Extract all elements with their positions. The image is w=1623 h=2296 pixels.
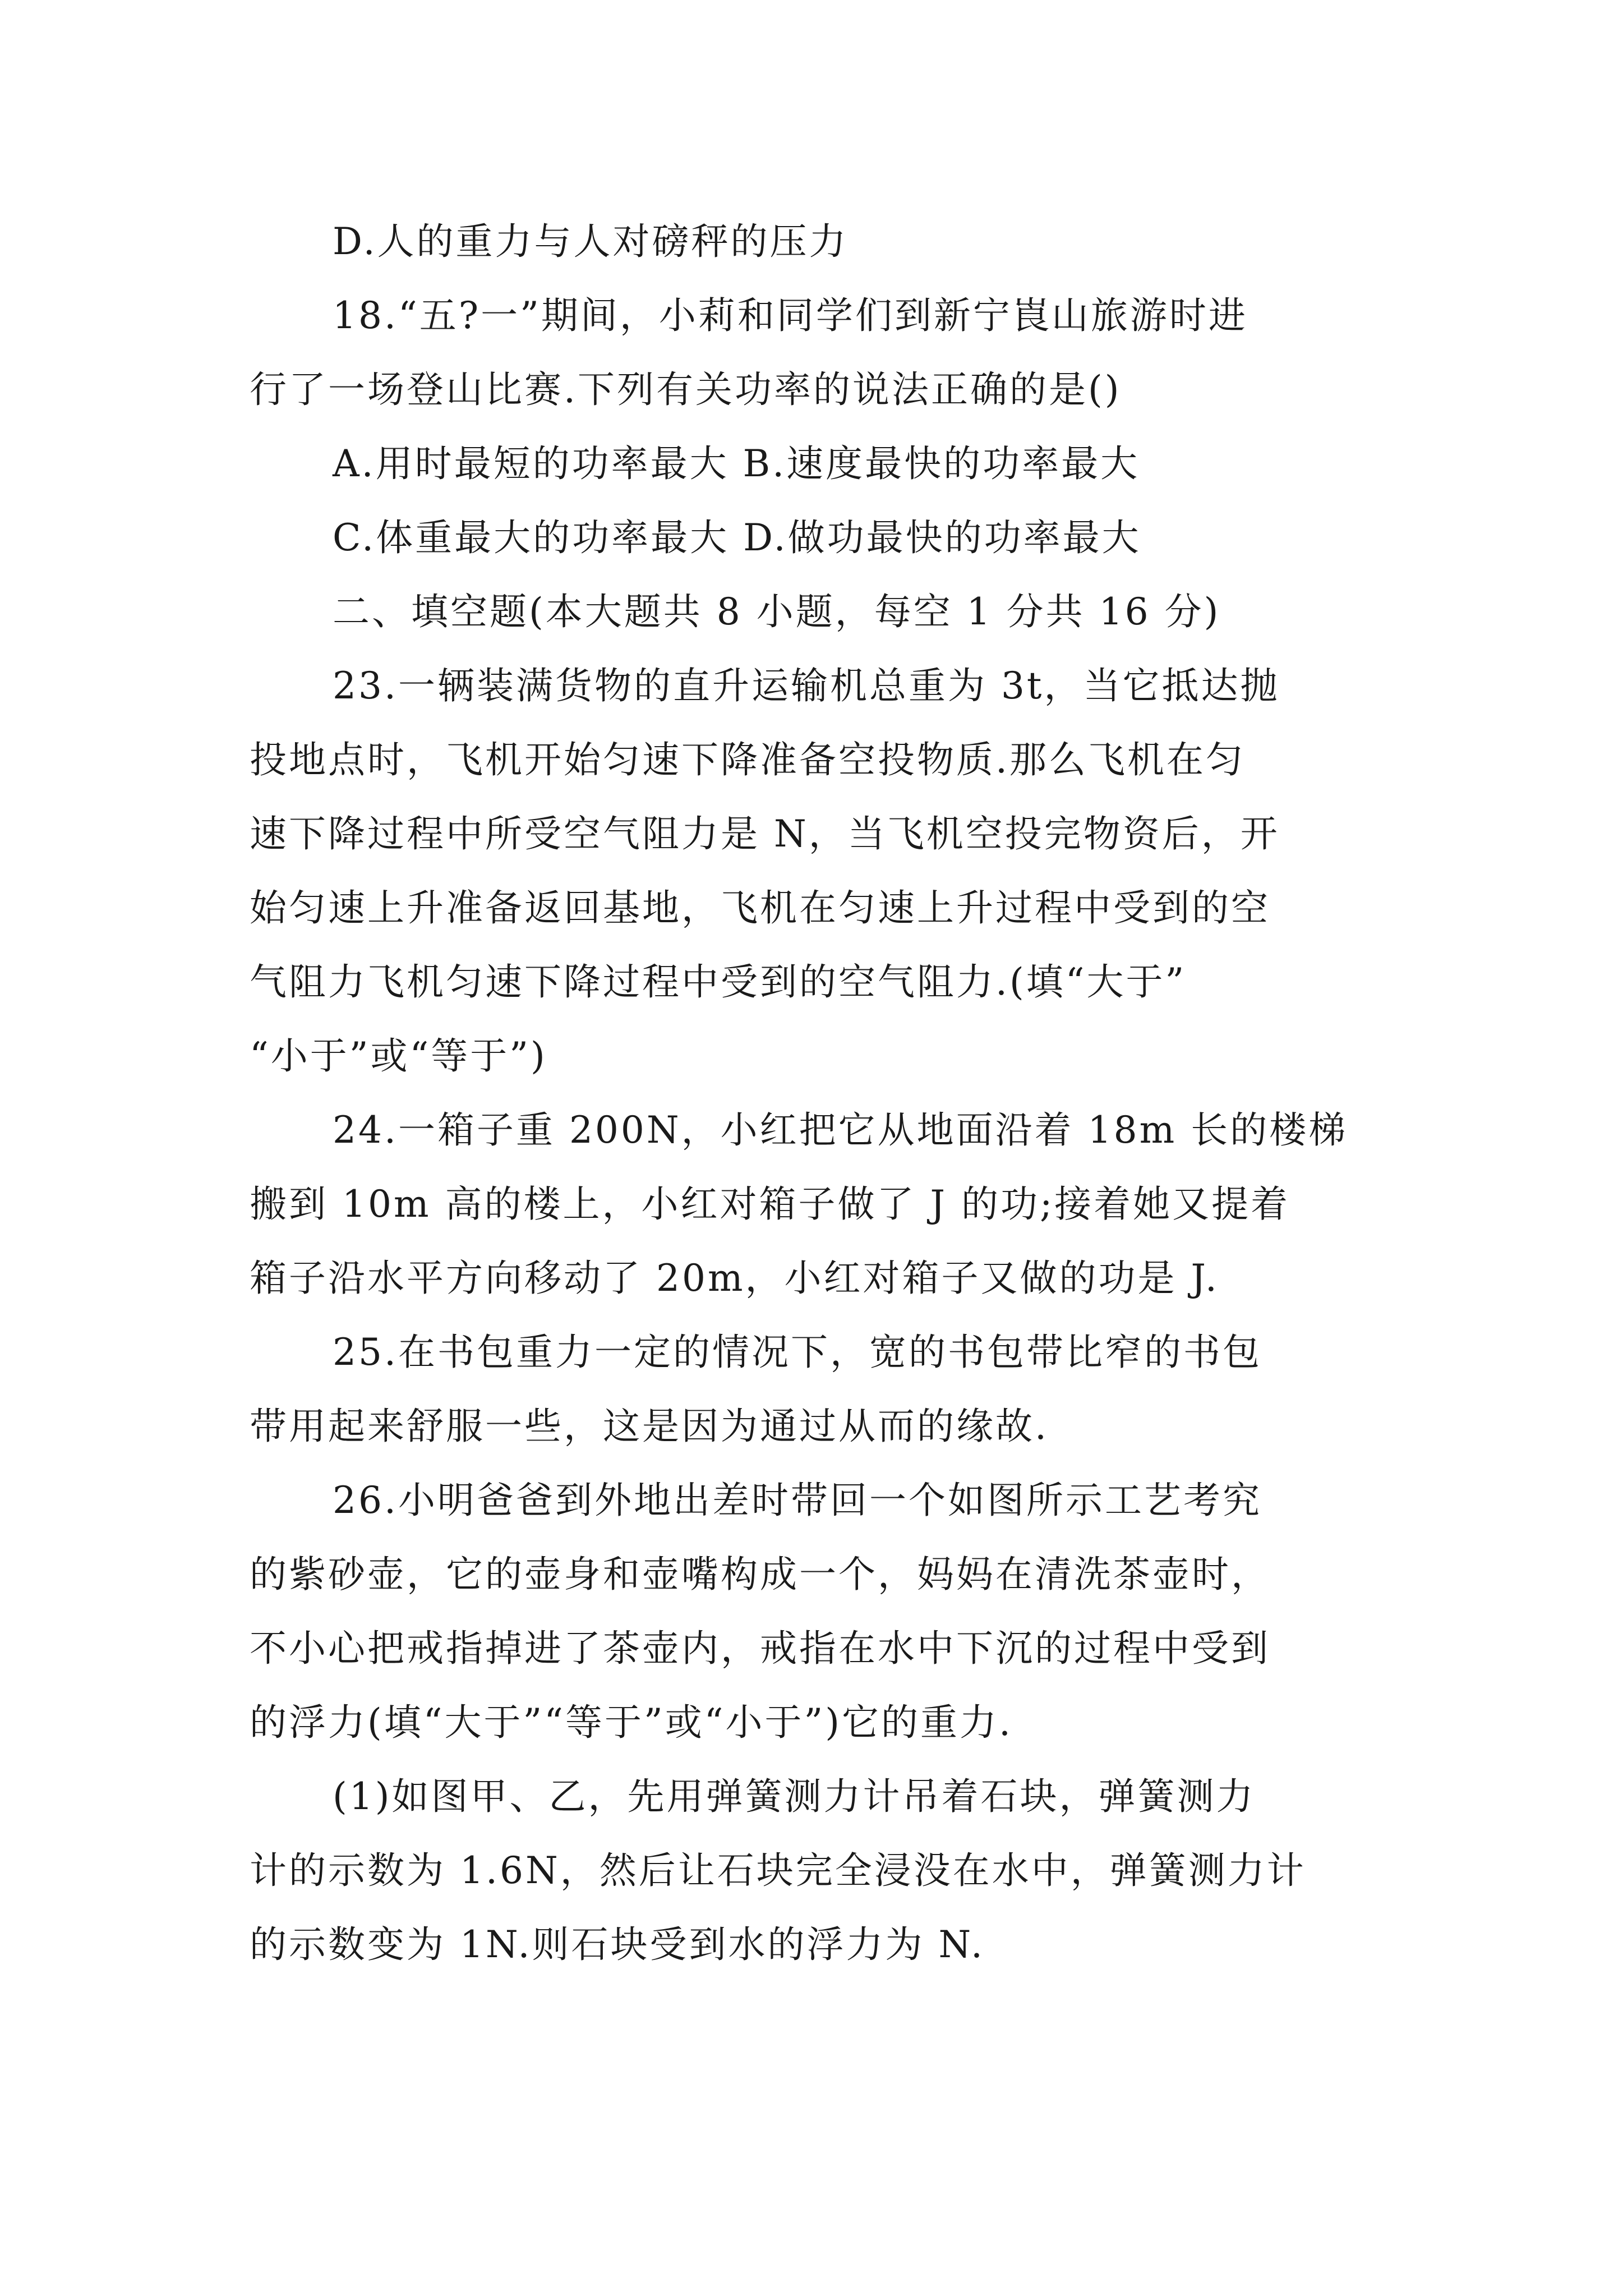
text-line: 24.一箱子重 200N，小红把它从地面沿着 18m 长的楼梯 (333, 1108, 1348, 1152)
text-line: 的示数变为 1N.则石块受到水的浮力为 N. (250, 1923, 985, 1966)
text-line: 的浮力(填“大于”“等于”或“小于”)它的重力. (250, 1701, 1013, 1744)
text-line: (1)如图甲、乙，先用弹簧测力计吊着石块，弹簧测力 (333, 1775, 1256, 1818)
text-line: 始匀速上升准备返回基地，飞机在匀速上升过程中受到的空 (250, 886, 1270, 930)
document-body (250, 205, 1382, 1982)
text-line: A.用时最短的功率最大 B.速度最快的功率最大 (333, 442, 1140, 485)
text-line: 箱子沿水平方向移动了 20m，小红对箱子又做的功是 J. (250, 1257, 1219, 1300)
text-line: 18.“五?一”期间，小莉和同学们到新宁崀山旅游时进 (333, 294, 1248, 337)
text-line: 26.小明爸爸到外地出差时带回一个如图所示工艺考究 (333, 1479, 1262, 1522)
text-line: 速下降过程中所受空气阻力是 N，当飞机空投完物资后，开 (250, 812, 1280, 855)
text-line: D.人的重力与人对磅秤的压力 (333, 220, 849, 263)
text-line: 投地点时，飞机开始匀速下降准备空投物质.那么飞机在匀 (250, 738, 1245, 781)
text-line: C.体重最大的功率最大 D.做功最快的功率最大 (333, 516, 1141, 559)
text-line: 23.一辆装满货物的直升运输机总重为 3t，当它抵达抛 (333, 664, 1280, 707)
text-line: 搬到 10m 高的楼上，小红对箱子做了 J 的功;接着她又提着 (250, 1182, 1290, 1226)
text-line: 行了一场登山比赛.下列有关功率的说法正确的是() (250, 368, 1122, 411)
text-line: 25.在书包重力一定的情况下，宽的书包带比窄的书包 (333, 1331, 1262, 1374)
text-line: 带用起来舒服一些，这是因为通过从而的缘故. (250, 1405, 1049, 1448)
text-line: 不小心把戒指掉进了茶壶内，戒指在水中下沉的过程中受到 (250, 1627, 1270, 1670)
text-line: “小于”或“等于”) (250, 1034, 547, 1078)
text-line: 的紫砂壶，它的壶身和壶嘴构成一个，妈妈在清洗茶壶时， (250, 1553, 1270, 1596)
text-line: 气阻力飞机匀速下降过程中受到的空气阻力.(填“大于” (250, 960, 1187, 1004)
text-line: 二、填空题(本大题共 8 小题，每空 1 分共 16 分) (333, 590, 1221, 633)
text-line: 计的示数为 1.6N，然后让石块完全浸没在水中，弹簧测力计 (250, 1849, 1306, 1892)
